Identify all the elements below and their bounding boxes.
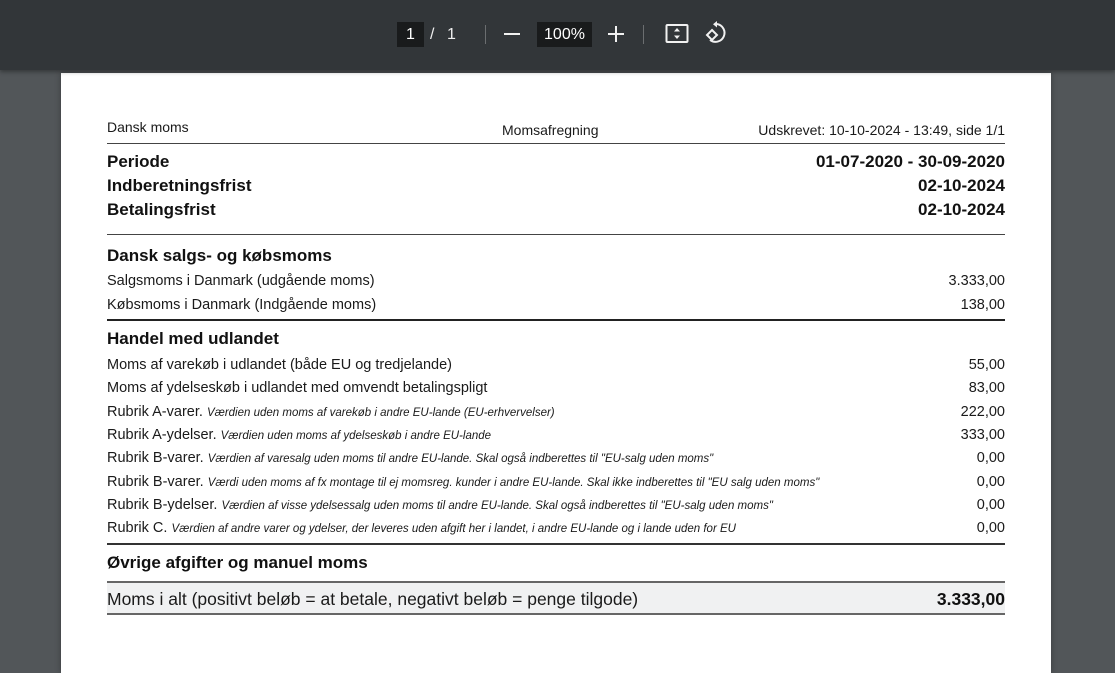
toolbar-divider [485,25,486,44]
filing-deadline-value: 02-10-2024 [918,176,1005,195]
period-label: Periode [107,152,170,171]
row-value: 0,00 [976,520,1005,536]
row-value: 333,00 [960,427,1005,443]
section-title: Øvrige afgifter og manuel moms [107,553,368,572]
rubrik-name: Rubrik B-ydelser. [107,497,218,513]
header-rule [107,143,1005,144]
rubrik-note: Værdi uden moms af fx montage til ej momsreg. kunder i andre EU-lande. Skal ikke indberettes til "EU salg uden moms" [207,477,820,489]
plus-icon [606,24,626,44]
row-label [107,404,555,420]
pdf-viewer-toolbar [0,0,1115,70]
row-label [107,474,819,490]
row-label: Moms af ydelseskøb i udlandet med omvendt betalingspligt [107,380,488,396]
row-label: Moms af varekøb i udlandet (både EU og tredjelande) [107,357,452,373]
rubrik-name: Rubrik B-varer. [107,450,204,466]
period-value: 01-07-2020 - 30-09-2020 [815,152,1005,171]
minus-icon [502,24,522,44]
zoom-level-input[interactable]: 100% [537,22,592,47]
row-value: 3.333,00 [948,273,1005,289]
row-value: 0,00 [976,497,1005,513]
meta-rule [107,234,1005,235]
section-rule [107,543,1005,545]
rubrik-note: Værdien af visse ydelsessalg uden moms til andre EU-lande. Skal også indberettes til "EU-salg uden moms" [221,500,773,512]
row-value: 0,00 [976,474,1005,490]
fit-to-page-button[interactable] [663,20,691,48]
row-value: 55,00 [968,357,1005,373]
rubrik-note: Værdien af varesalg uden moms til andre EU-lande. Skal også indberettes til "EU-salg uden moms" [207,453,714,465]
row-label [107,450,713,466]
row-label: Salgsmoms i Danmark (udgående moms) [107,273,375,289]
payment-deadline-label: Betalingsfrist [107,200,216,219]
header-left: Dansk moms [107,119,189,135]
filing-deadline-label: Indberetningsfrist [107,176,252,195]
rubrik-note: Værdien uden moms af ydelseskøb i andre EU-lande [220,430,492,442]
total-pages: 1 [447,26,456,43]
rotate-counterclockwise-icon [704,21,730,47]
header-right: Udskrevet: 10-10-2024 - 13:49, side 1/1 [758,122,1005,138]
row-label: Købsmoms i Danmark (Indgående moms) [107,297,377,313]
rubrik-name: Rubrik C. [107,520,168,536]
payment-deadline-value: 02-10-2024 [918,200,1005,219]
section-rule [107,319,1005,321]
page-separator: / [430,26,435,43]
total-value: 3.333,00 [936,589,1005,609]
row-value: 0,00 [976,450,1005,466]
rubrik-name: Rubrik A-ydelser. [107,427,217,443]
row-value: 83,00 [968,380,1005,396]
total-label: Moms i alt (positivt beløb = at betale, negativt beløb = penge tilgode) [107,589,639,609]
header-center: Momsafregning [502,122,599,138]
zoom-in-button[interactable] [602,20,630,48]
row-value: 138,00 [960,297,1005,313]
section-title: Dansk salgs- og købsmoms [107,246,332,265]
fit-to-page-icon [665,23,689,45]
row-value: 222,00 [960,404,1005,420]
rubrik-name: Rubrik B-varer. [107,474,204,490]
total-row [107,581,1005,615]
row-label [107,520,736,536]
rubrik-note: Værdien af andre varer og ydelser, der leveres uden afgift her i landet, i andre EU-lande og i lande uden for EU [171,523,736,535]
row-label [107,497,773,513]
row-label [107,427,491,443]
pdf-page [61,73,1051,673]
rotate-button[interactable] [703,20,731,48]
section-title: Handel med udlandet [107,329,279,348]
rubrik-note: Værdien uden moms af varekøb i andre EU-lande (EU-erhvervelser) [206,407,555,419]
page-number-input[interactable]: 1 [397,22,424,47]
rubrik-name: Rubrik A-varer. [107,404,203,420]
zoom-out-button[interactable] [498,20,526,48]
toolbar-divider [643,25,644,44]
